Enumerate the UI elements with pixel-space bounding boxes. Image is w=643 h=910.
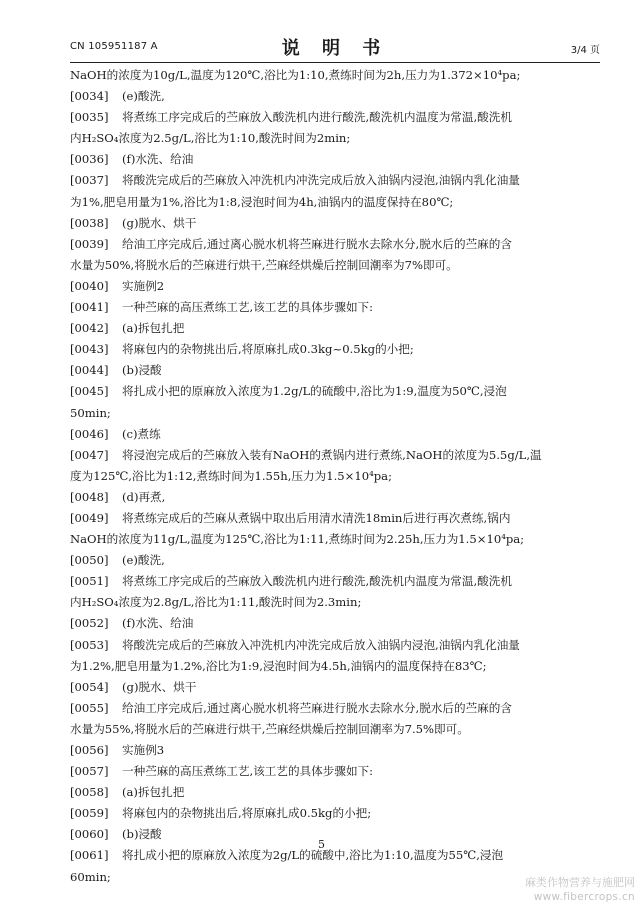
paragraph-number: [0036] [70, 152, 109, 167]
paragraph-line [70, 276, 600, 297]
header-divider [70, 62, 600, 63]
paragraph-continuation-line [70, 403, 600, 424]
paragraph-number: [0048] [70, 489, 109, 504]
paragraph-continuation-line [70, 719, 600, 740]
paragraph-line [70, 213, 600, 234]
paragraph-line [70, 571, 600, 592]
paragraph-number: [0037] [70, 173, 109, 188]
paragraph-text: 60min; [70, 869, 111, 884]
paragraph-number: [0043] [70, 342, 109, 357]
paragraph-text: 将麻包内的杂物挑出后,将原麻扎成0.5kg的小把; [122, 806, 372, 821]
paragraph-number: [0041] [70, 300, 109, 315]
watermark-site-name: 麻类作物营养与施肥网 [525, 876, 635, 889]
paragraph-continuation-line [70, 192, 600, 213]
paragraph-text: 实施例3 [122, 743, 165, 757]
paragraph-text: (b)浸酸 [122, 363, 162, 378]
paragraph-text: (g)脱水、烘干 [122, 679, 197, 694]
paragraph-number: [0058] [70, 785, 109, 800]
document-title: 说 明 书 [281, 38, 389, 59]
paragraph-text: 为1.2%,肥皂用量为1.2%,浴比为1:9,浸泡时间为4.5h,油锅内的温度保持在83℃; [70, 658, 487, 673]
paragraph-number: [0050] [70, 553, 109, 568]
paragraph-text: 一种苎麻的高压煮练工艺,该工艺的具体步骤如下: [122, 764, 374, 779]
paragraph-line [70, 550, 600, 571]
paragraph-text: NaOH的浓度为10g/L,温度为120℃,浴比为1:10,煮练时间为2h,压力为1.372×10⁴pa; [70, 68, 521, 82]
paragraph-text: 将扎成小把的原麻放入浓度为2g/L的硫酸中,浴比为1:10,温度为55℃,浸泡 [122, 848, 504, 863]
document-body [70, 65, 600, 888]
paragraph-continuation-line [70, 867, 600, 888]
paragraph-number: [0044] [70, 363, 109, 378]
paragraph-text: 水量为50%,将脱水后的苎麻进行烘干,苎麻经烘燥后控制回潮率为7%即可。 [70, 257, 458, 272]
paragraph-number: [0040] [70, 278, 109, 293]
paragraph-number: [0055] [70, 700, 109, 715]
paragraph-text: 实施例2 [122, 278, 165, 293]
paragraph-text: (e)酸洗, [122, 553, 165, 568]
document-number: CN 105951187 A [70, 41, 158, 52]
watermark [525, 876, 635, 904]
paragraph-line [70, 424, 600, 445]
paragraph-continuation-line [70, 529, 600, 550]
paragraph-continuation-line [70, 592, 600, 613]
paragraph-number: [0042] [70, 321, 109, 336]
paragraph-line [70, 782, 600, 803]
paragraph-line [70, 487, 600, 508]
paragraph-text: 给油工序完成后,通过离心脱水机将苎麻进行脱水去除水分,脱水后的苎麻的含 [122, 700, 512, 715]
paragraph-text: (a)拆包扎把 [122, 321, 185, 336]
paragraph-number: [0045] [70, 384, 109, 399]
paragraph-number: [0034] [70, 89, 109, 104]
paragraph-number: [0046] [70, 426, 109, 441]
paragraph-line [70, 698, 600, 719]
paragraph-line [70, 339, 600, 360]
paragraph-text: 度为125℃,浴比为1:12,煮练时间为1.55h,压力为1.5×10⁴pa; [70, 468, 392, 483]
paragraph-line [70, 761, 600, 782]
paragraph-line [70, 635, 600, 656]
paragraph-line [70, 508, 600, 529]
paragraph-number: [0061] [70, 848, 109, 863]
paragraph-line [70, 613, 600, 634]
paragraph-text: 为1%,肥皂用量为1%,浴比为1:8,浸泡时间为4h,油锅内的温度保持在80℃; [70, 194, 454, 209]
paragraph-text: 将酸洗完成后的苎麻放入冲洗机内冲洗完成后放入油锅内浸泡,油锅内乳化油量 [122, 637, 520, 652]
paragraph-text: 水量为55%,将脱水后的苎麻进行烘干,苎麻经烘燥后控制回潮率为7.5%即可。 [70, 721, 469, 736]
paragraph-text: 将扎成小把的原麻放入浓度为1.2g/L的硫酸中,浴比为1:9,温度为50℃,浸泡 [122, 384, 507, 399]
paragraph-continuation-line [70, 466, 600, 487]
paragraph-line [70, 86, 600, 107]
paragraph-text: 将煮练工序完成后的苎麻放入酸洗机内进行酸洗,酸洗机内温度为常温,酸洗机 [122, 574, 512, 589]
paragraph-text: (f)水洗、给油 [122, 616, 194, 631]
paragraph-text: (a)拆包扎把 [122, 785, 185, 800]
paragraph-number: [0049] [70, 510, 109, 525]
paragraph-text: NaOH的浓度为11g/L,温度为125℃,浴比为1:11,煮练时间为2.25h,压力为1.5×10⁴pa; [70, 532, 525, 547]
paragraph-continuation-line [70, 65, 600, 86]
paragraph-number: [0047] [70, 447, 109, 462]
paragraph-text: 一种苎麻的高压煮练工艺,该工艺的具体步骤如下: [122, 300, 374, 315]
paragraph-line [70, 360, 600, 381]
paragraph-number: [0035] [70, 110, 109, 125]
paragraph-number: [0052] [70, 616, 109, 631]
paragraph-text: (c)煮练 [122, 426, 161, 441]
paragraph-line [70, 803, 600, 824]
paragraph-line [70, 170, 600, 191]
paragraph-number: [0038] [70, 215, 109, 230]
paragraph-text: (b)浸酸 [122, 827, 162, 842]
paragraph-text: (e)酸洗, [122, 89, 165, 104]
paragraph-number: [0059] [70, 806, 109, 821]
paragraph-line [70, 297, 600, 318]
paragraph-text: (f)水洗、给油 [122, 152, 194, 167]
page-number: 5 [318, 838, 325, 851]
paragraph-number: [0053] [70, 637, 109, 652]
paragraph-text: 内H₂SO₄浓度为2.8g/L,浴比为1:11,酸洗时间为2.3min; [70, 595, 362, 610]
paragraph-line [70, 149, 600, 170]
paragraph-line [70, 234, 600, 255]
page-header [70, 34, 600, 58]
paragraph-text: 内H₂SO₄浓度为2.5g/L,浴比为1:10,酸洗时间为2min; [70, 131, 351, 146]
paragraph-number: [0056] [70, 743, 109, 757]
paragraph-continuation-line [70, 255, 600, 276]
paragraph-line [70, 740, 600, 761]
paragraph-line [70, 677, 600, 698]
paragraph-text: (d)再煮, [122, 489, 166, 504]
paragraph-number: [0054] [70, 679, 109, 694]
paragraph-number: [0057] [70, 764, 109, 779]
paragraph-text: 将浸泡完成后的苎麻放入装有NaOH的煮锅内进行煮练,NaOH的浓度为5.5g/L,温 [122, 447, 542, 462]
paragraph-line [70, 445, 600, 466]
paragraph-line [70, 107, 600, 128]
paragraph-continuation-line [70, 128, 600, 149]
paragraph-text: 将煮练完成后的苎麻从煮锅中取出后用清水清洗18min后进行再次煮练,锅内 [122, 510, 511, 525]
paragraph-number: [0039] [70, 236, 109, 251]
page-count: 3/4 页 [570, 45, 600, 56]
paragraph-line [70, 318, 600, 339]
paragraph-number: [0060] [70, 827, 109, 842]
paragraph-text: 给油工序完成后,通过离心脱水机将苎麻进行脱水去除水分,脱水后的苎麻的含 [122, 236, 512, 251]
paragraph-text: (g)脱水、烘干 [122, 215, 197, 230]
paragraph-continuation-line [70, 656, 600, 677]
paragraph-text: 将酸洗完成后的苎麻放入冲洗机内冲洗完成后放入油锅内浸泡,油锅内乳化油量 [122, 173, 520, 188]
watermark-url: www.fibercrops.cn [533, 891, 635, 903]
paragraph-text: 将煮练工序完成后的苎麻放入酸洗机内进行酸洗,酸洗机内温度为常温,酸洗机 [122, 110, 512, 125]
paragraph-text: 将麻包内的杂物挑出后,将原麻扎成0.3kg~0.5kg的小把; [122, 342, 414, 357]
paragraph-text: 50min; [70, 405, 111, 420]
paragraph-number: [0051] [70, 574, 109, 589]
paragraph-line [70, 381, 600, 402]
